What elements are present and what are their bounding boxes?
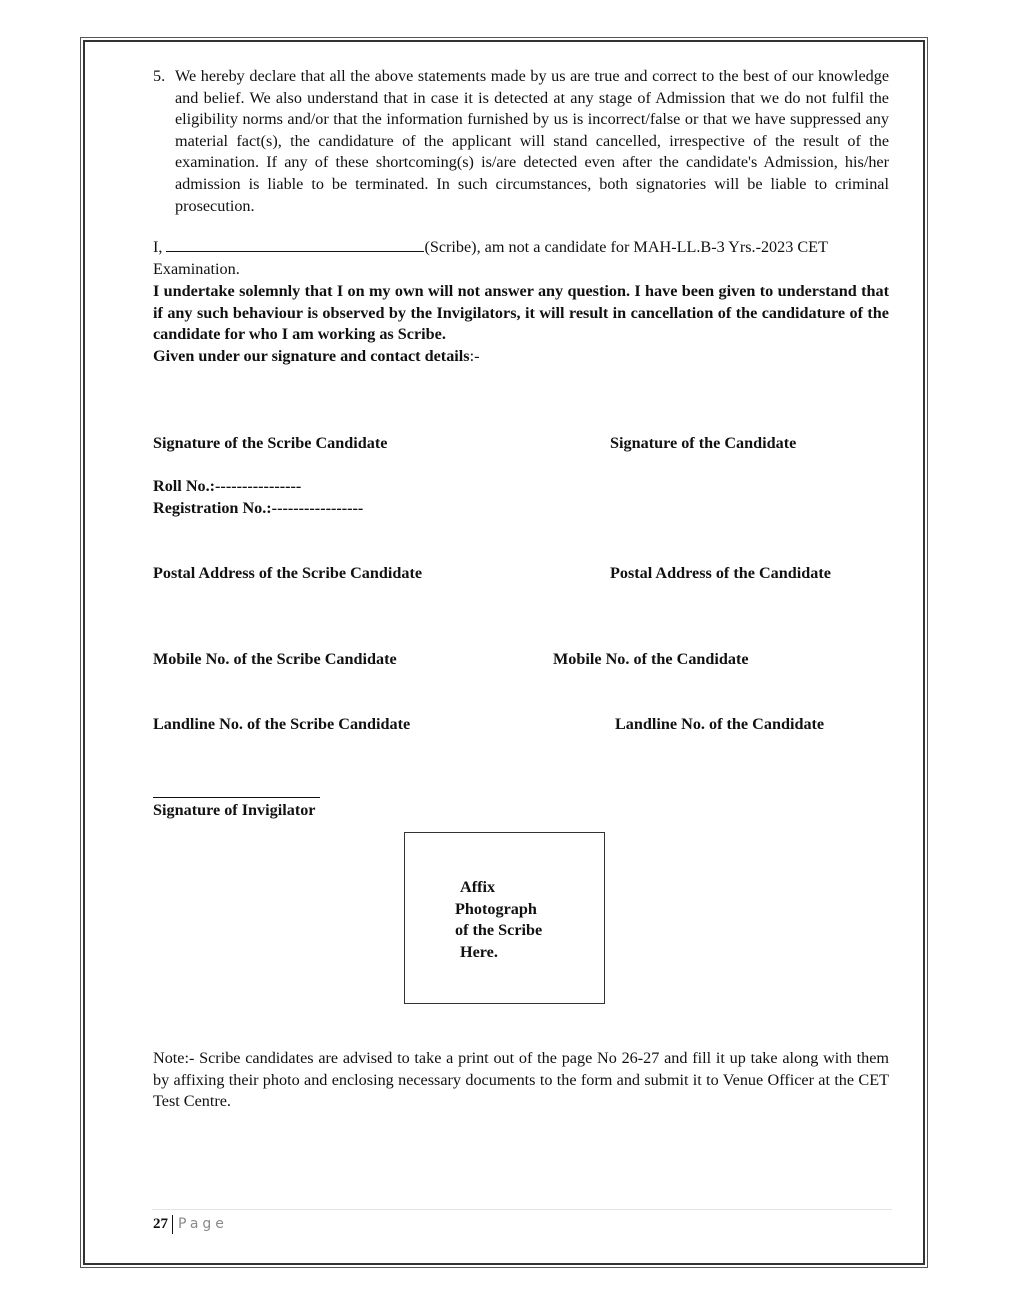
declaration-number: 5. <box>153 67 166 85</box>
footer-separator <box>172 1215 173 1234</box>
scribe-statement-suffix: (Scribe), am not a candidate for MAH-LL.B-3 Yrs.-2023 CET Examination. <box>153 238 828 278</box>
invigilator-signature-line <box>153 785 320 798</box>
signature-scribe-label: Signature of the Scribe Candidate <box>153 434 388 452</box>
page-number: 27 <box>153 1216 168 1232</box>
undertaking-paragraph <box>153 281 889 367</box>
registration-no-field: Registration No.:----------------- <box>153 499 364 517</box>
signature-candidate-label: Signature of the Candidate <box>610 434 797 452</box>
footer-divider <box>152 1209 892 1210</box>
declaration-text: We hereby declare that all the above statements made by us are true and correct to the best of our knowledge and belief. We also understand that in case it is detected at any stage of Admission that we do not fulfil the eligibility norms and/or that the information furnished by us is incorrect/false or that we have suppressed any material fact(s), the candidature of the applicant will stand cancelled, irrespective of the result of the examination. If any of these shortcoming(s) is/are detected even after the candidate's Admission, his/her admission is liable to be terminated. In such circumstances, both signatories will be liable to criminal prosecution. <box>175 67 889 215</box>
page-word: Page <box>178 1216 228 1232</box>
page-footer <box>153 1214 228 1234</box>
postal-address-candidate-label: Postal Address of the Candidate <box>610 564 831 582</box>
photo-placeholder-box <box>404 832 605 1004</box>
signature-invigilator-label: Signature of Invigilator <box>153 801 316 819</box>
given-under-suffix: :- <box>469 346 480 365</box>
undertaking-text: I undertake solemnly that I on my own will not answer any question. I have been given to understand that if any such behaviour is observed by the Invigilators, it will result in cancellation of the candidature of the candidate for who I am working as Scribe. <box>153 282 889 344</box>
mobile-scribe-label: Mobile No. of the Scribe Candidate <box>153 650 397 668</box>
landline-scribe-label: Landline No. of the Scribe Candidate <box>153 715 411 733</box>
note-paragraph: Note:- Scribe candidates are advised to take a print out of the page No 26-27 and fill it up take along with them by affixing their photo and enclosing necessary documents to the form and submit it to Venue Officer at the CET Test Centre. <box>153 1049 889 1111</box>
scribe-statement <box>153 237 889 280</box>
mobile-candidate-label: Mobile No. of the Candidate <box>553 650 749 668</box>
landline-candidate-label: Landline No. of the Candidate <box>615 715 825 733</box>
scribe-name-blank[interactable] <box>166 237 424 252</box>
photo-line-3: of the Scribe <box>455 921 543 939</box>
given-under-text: Given under our signature and contact details <box>153 346 470 365</box>
photo-line-2: Photograph <box>455 899 537 918</box>
declaration-paragraph <box>153 66 889 217</box>
photo-placeholder-text <box>455 877 542 963</box>
photo-line-4: Here. <box>460 942 498 961</box>
postal-address-scribe-label: Postal Address of the Scribe Candidate <box>153 564 423 582</box>
scribe-statement-prefix: I, <box>153 238 163 256</box>
photo-line-1: Affix <box>460 878 496 896</box>
roll-no-field: Roll No.:---------------- <box>153 477 302 495</box>
